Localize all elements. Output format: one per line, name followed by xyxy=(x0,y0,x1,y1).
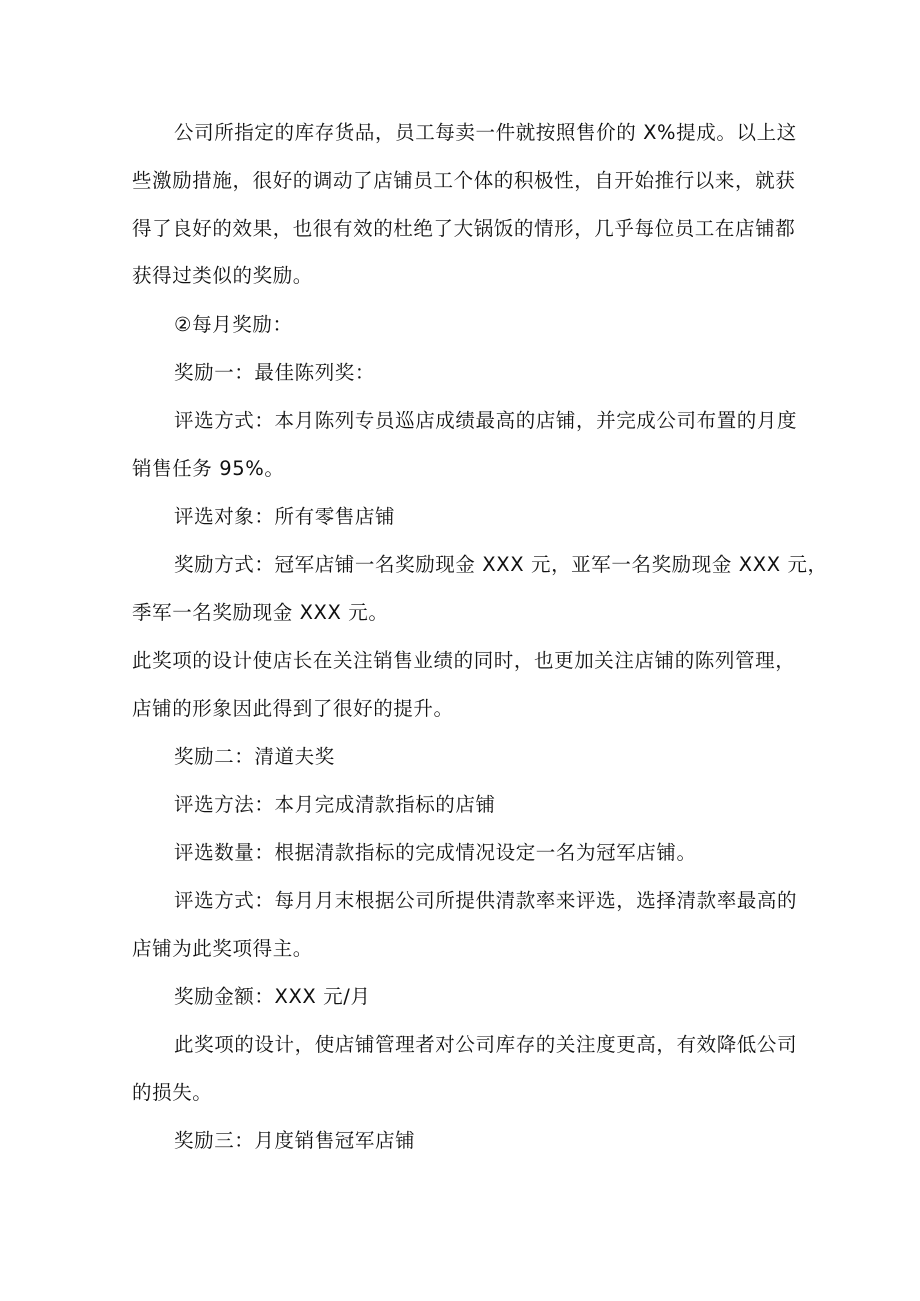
paragraph-line: 此奖项的设计，使店铺管理者对公司库存的关注度更高，有效降低公司 xyxy=(174,1033,798,1056)
paragraph-line: 奖励金额：XXX 元/月 xyxy=(174,985,371,1008)
paragraph-line: 评选方法：本月完成清款指标的店铺 xyxy=(174,793,496,816)
paragraph-line: 季军一名奖励现金 XXX 元。 xyxy=(132,601,389,624)
award-heading: 奖励一：最佳陈列奖： xyxy=(174,361,376,384)
paragraph-line: 些激励措施，很好的调动了店铺员工个体的积极性，自开始推行以来，就获 xyxy=(132,169,796,192)
paragraph-line: 店铺为此奖项得主。 xyxy=(132,937,313,960)
paragraph-line: 评选数量：根据清款指标的完成情况设定一名为冠军店铺。 xyxy=(174,841,697,864)
award-heading: 奖励三：月度销售冠军店铺 xyxy=(174,1129,416,1152)
paragraph-line: 评选对象：所有零售店铺 xyxy=(174,505,396,528)
award-heading: 奖励二：清道夫奖 xyxy=(174,745,335,768)
paragraph-line: 得了良好的效果，也很有效的杜绝了大锅饭的情形，几乎每位员工在店铺都 xyxy=(132,217,796,240)
paragraph-line: 的损失。 xyxy=(132,1081,213,1104)
paragraph-line: 销售任务 95%。 xyxy=(132,457,285,480)
paragraph-line: 店铺的形象因此得到了很好的提升。 xyxy=(132,697,454,720)
paragraph-line: 此奖项的设计使店长在关注销售业绩的同时，也更加关注店铺的陈列管理， xyxy=(132,649,796,672)
paragraph-line: 评选方式：本月陈列专员巡店成绩最高的店铺，并完成公司布置的月度 xyxy=(174,409,798,432)
paragraph-line: 评选方式：每月月末根据公司所提供清款率来评选，选择清款率最高的 xyxy=(174,889,798,912)
paragraph-line: 奖励方式：冠军店铺一名奖励现金 XXX 元，亚军一名奖励现金 XXX 元， xyxy=(174,553,828,576)
section-heading: ②每月奖励： xyxy=(174,313,293,336)
paragraph-line: 获得过类似的奖励。 xyxy=(132,264,313,287)
paragraph-line: 公司所指定的库存货品，员工每卖一件就按照售价的 X%提成。以上这 xyxy=(174,121,797,144)
